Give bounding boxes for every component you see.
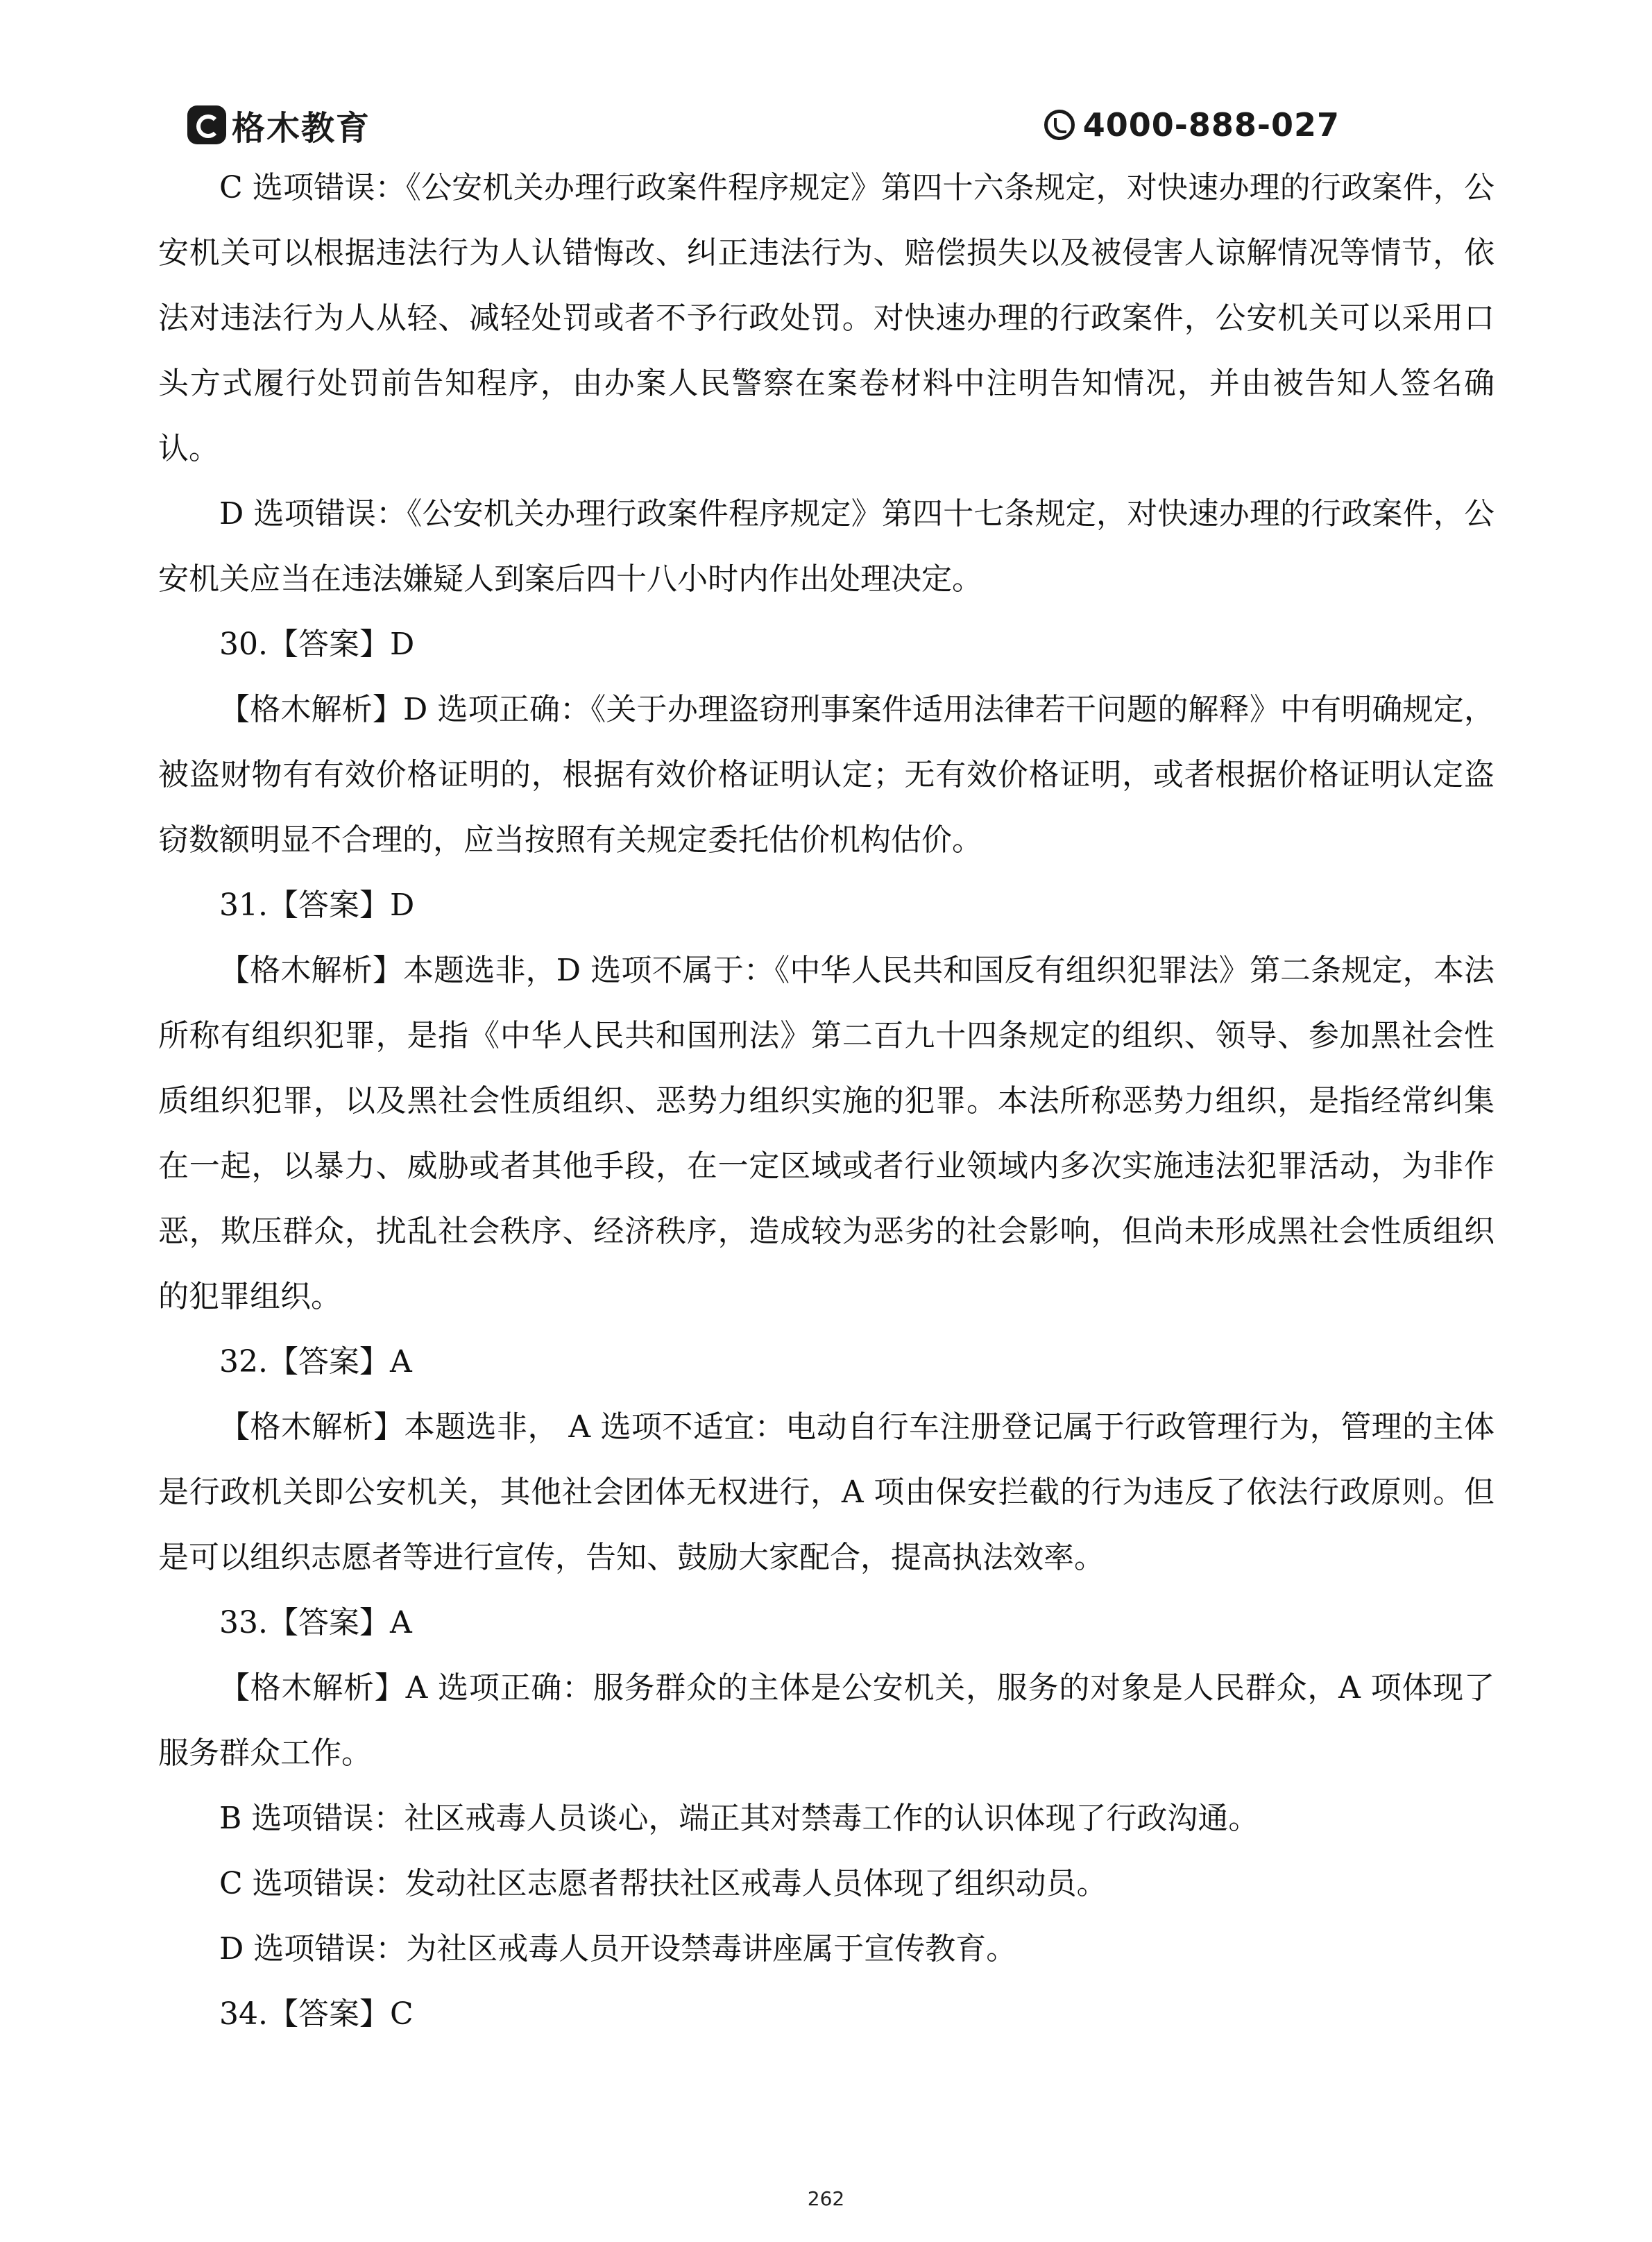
brand-logo-icon bbox=[187, 105, 226, 144]
hotline-number: 4000-888-027 bbox=[1082, 106, 1340, 144]
answer-34: 34.【答案】C bbox=[219, 1996, 414, 2032]
answer-32: 32.【答案】A bbox=[219, 1344, 412, 1379]
paragraph-option-d-explanation: D 选项错误：《公安机关办理行政案件程序规定》第四十七条规定，对快速办理的行政案件，公安机关应当在违法嫌疑人到案后四十八小时内作出处理决定。 bbox=[158, 496, 1495, 597]
analysis-33-option-c: C 选项错误：发动社区志愿者帮扶社区戒毒人员体现了组织动员。 bbox=[219, 1866, 1107, 1901]
hotline bbox=[1044, 103, 1340, 147]
analysis-33-option-b: B 选项错误：社区戒毒人员谈心，端正其对禁毒工作的认识体现了行政沟通。 bbox=[219, 1801, 1259, 1836]
page-number: 262 bbox=[807, 2187, 845, 2210]
brand bbox=[187, 103, 371, 147]
answer-33: 33.【答案】A bbox=[219, 1605, 412, 1640]
phone-icon bbox=[1044, 110, 1075, 140]
analysis-33-option-d: D 选项错误：为社区戒毒人员开设禁毒讲座属于宣传教育。 bbox=[219, 1931, 1017, 1967]
paragraph-option-c-explanation: C 选项错误：《公安机关办理行政案件程序规定》第四十六条规定，对快速办理的行政案件，公安机关可以根据违法行为人认错悔改、纠正违法行为、赔偿损失以及被侵害人谅解情况等情节，依法对违法行为人从轻、减轻处罚或者不予行政处罚。对快速办理的行政案件，公安机关可以采用口头方式履行处罚前告知程序，由办案人民警察在案卷材料中注明告知情况，并由被告知人签名确认。 bbox=[158, 170, 1495, 466]
analysis-31: 【格木解析】本题选非，D 选项不属于：《中华人民共和国反有组织犯罪法》第二条规定，本法所称有组织犯罪，是指《中华人民共和国刑法》第二百九十四条规定的组织、领导、参加黑社会性质组织犯罪，以及黑社会性质组织、恶势力组织实施的犯罪。本法所称恶势力组织，是指经常纠集在一起，以暴力、威胁或者其他手段，在一定区域或者行业领域内多次实施违法犯罪活动，为非作恶，欺压群众，扰乱社会秩序、经济秩序，造成较为恶劣的社会影响，但尚未形成黑社会性质组织的犯罪组织。 bbox=[158, 953, 1495, 1314]
page-header bbox=[187, 103, 1465, 147]
analysis-30: 【格木解析】D 选项正确：《关于办理盗窃刑事案件适用法律若干问题的解释》中有明确规定，被盗财物有有效价格证明的，根据有效价格证明认定；无有效价格证明，或者根据价格证明认定盗窃数额明显不合理的，应当按照有关规定委托估价机构估价。 bbox=[158, 692, 1495, 858]
answer-30: 30.【答案】D bbox=[219, 627, 415, 662]
answer-31: 31.【答案】D bbox=[219, 888, 415, 923]
brand-name: 格木教育 bbox=[232, 108, 371, 148]
analysis-33: 【格木解析】A 选项正确：服务群众的主体是公安机关，服务的对象是人民群众，A 项体现了服务群众工作。 bbox=[158, 1670, 1495, 1771]
analysis-32: 【格木解析】本题选非， A 选项不适宜：电动自行车注册登记属于行政管理行为，管理的主体是行政机关即公安机关，其他社会团体无权进行，A 项由保安拦截的行为违反了依法行政原则。但是可以组织志愿者等进行宣传，告知、鼓励大家配合，提高执法效率。 bbox=[158, 1409, 1495, 1575]
document-body bbox=[158, 155, 1495, 2047]
